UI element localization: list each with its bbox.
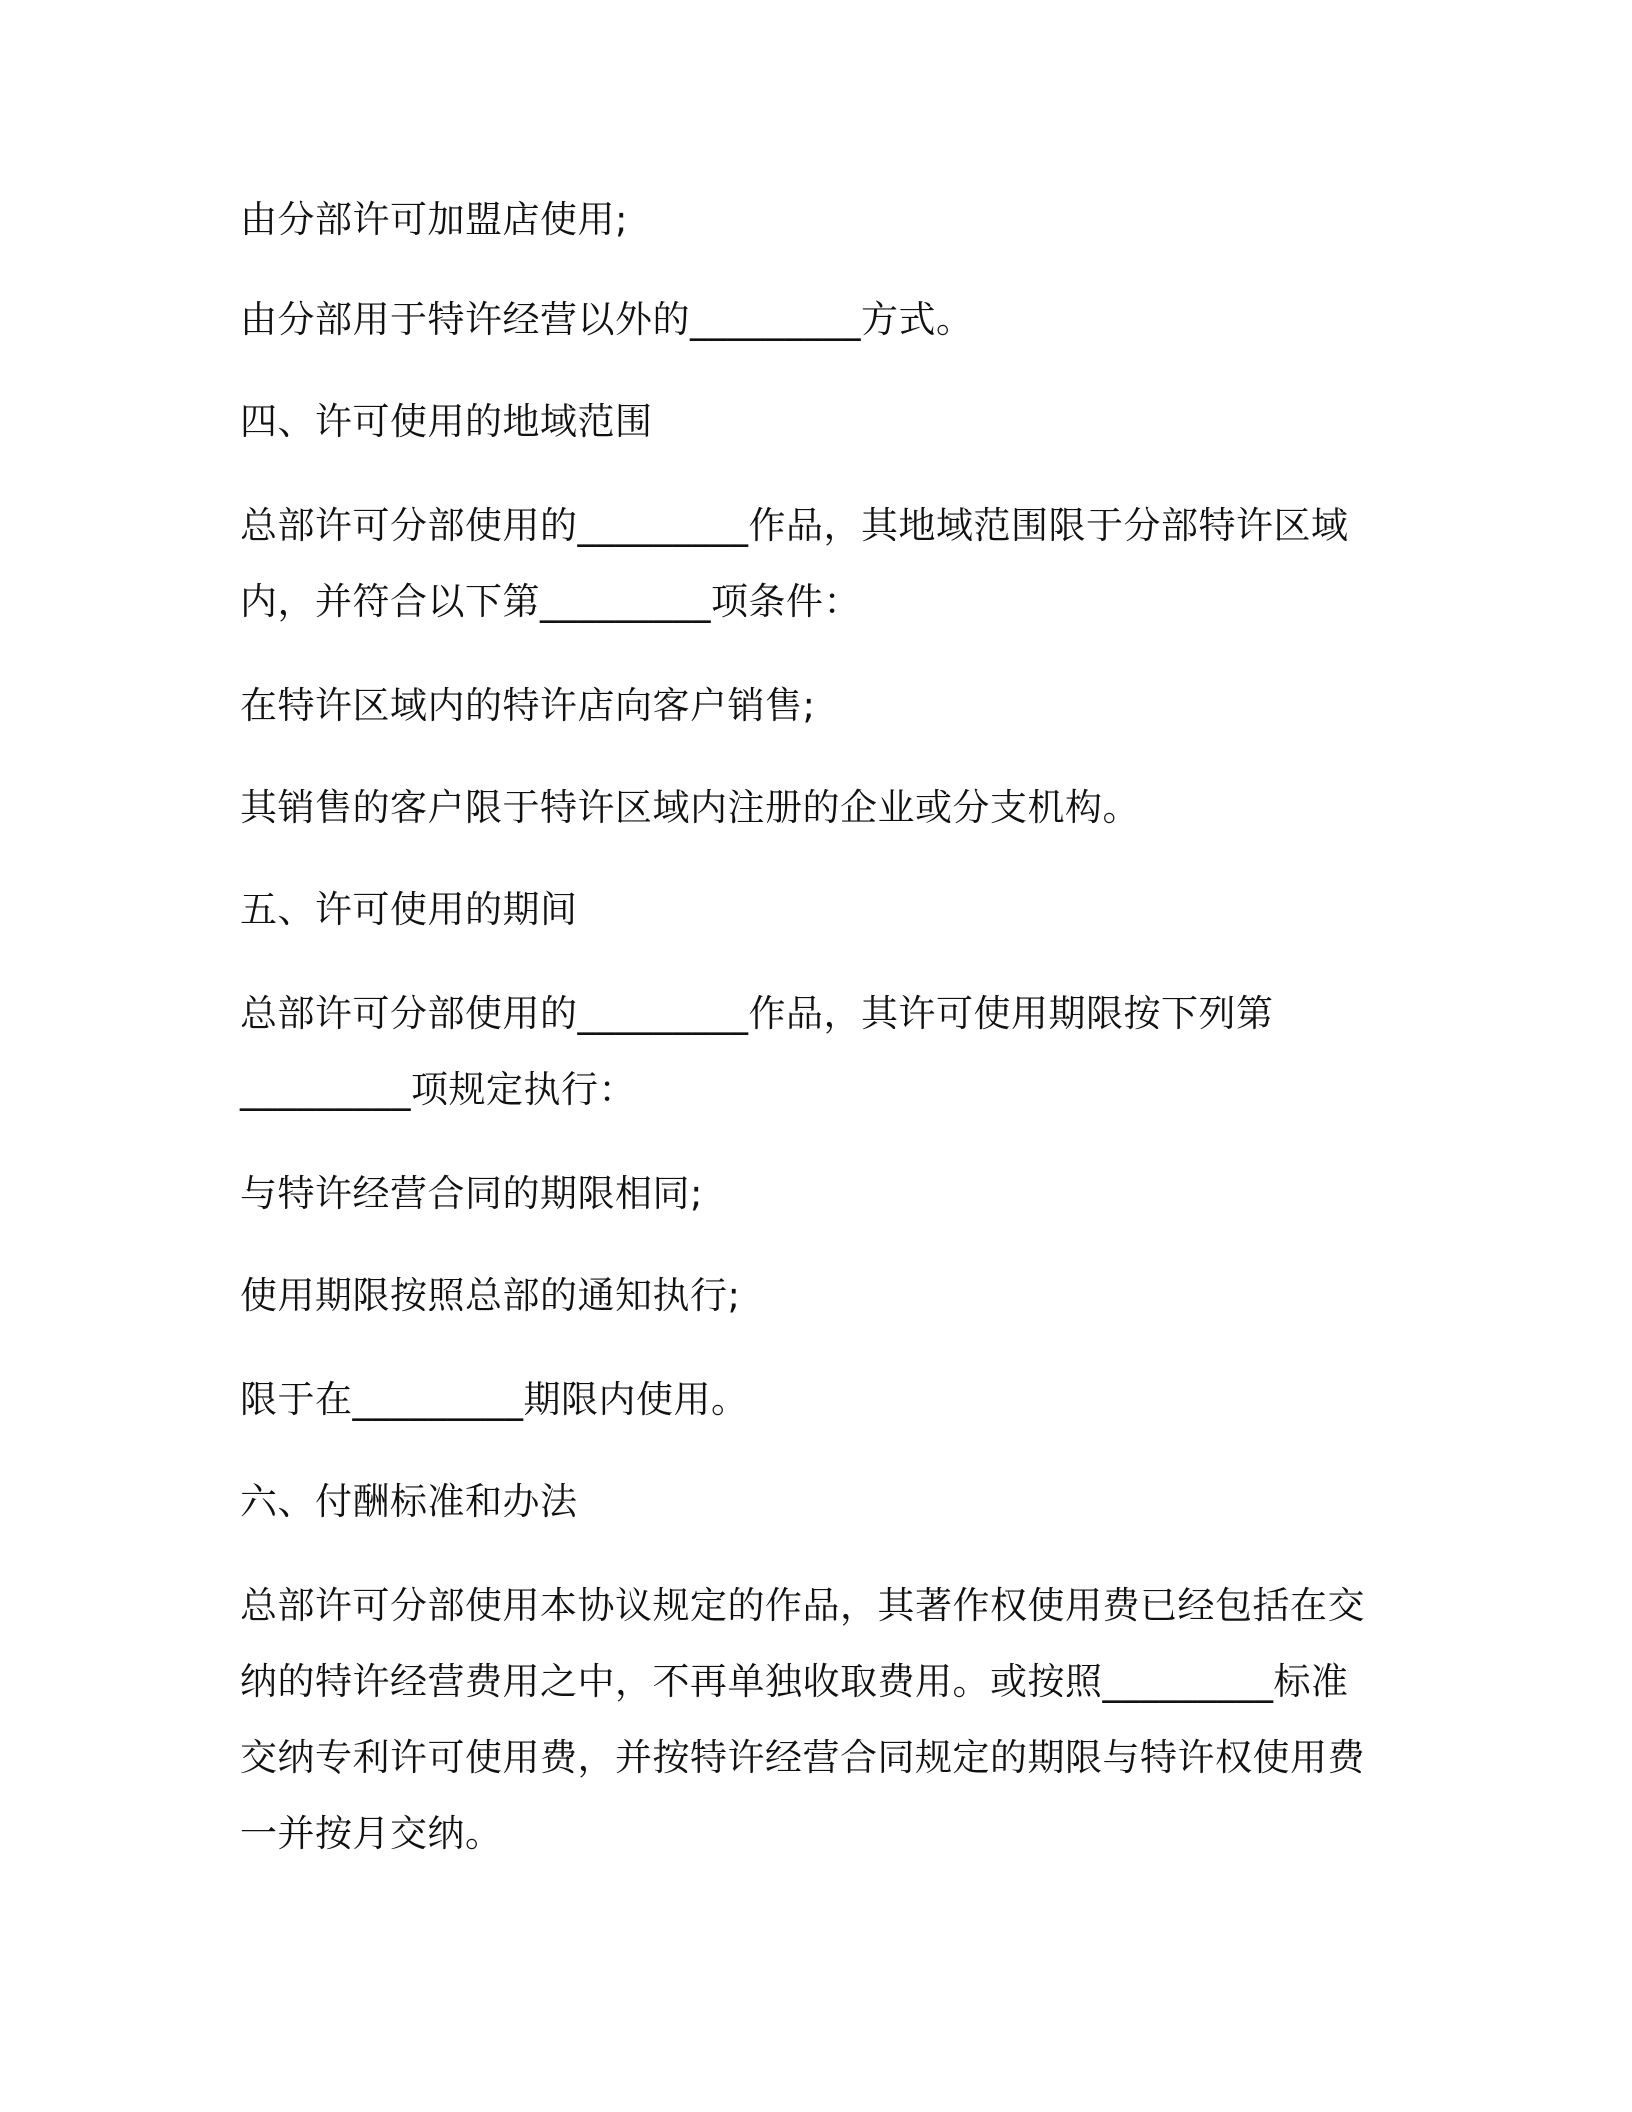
text-line: 内，并符合以下第_________项条件： xyxy=(240,580,861,623)
text-line: 由分部用于特许经营以外的_________方式。 xyxy=(240,298,974,341)
paragraph-payment-terms xyxy=(240,1568,1365,1872)
paragraph-franchise-store-use xyxy=(240,182,1360,258)
text-line: 总部许可分部使用的_________作品，其许可使用期限按下列第 xyxy=(240,992,1274,1035)
section-heading-payment xyxy=(240,1464,1360,1540)
paragraph-period-same-contract xyxy=(240,1156,1360,1232)
text-line: 总部许可分部使用的_________作品，其地域范围限于分部特许区域 xyxy=(240,504,1349,547)
section-heading-period xyxy=(240,872,1360,948)
paragraph-period-per-notice xyxy=(240,1258,1360,1334)
text-line: 由分部许可加盟店使用; xyxy=(240,198,628,241)
text-line: 交纳专利许可使用费，并按特许经营合同规定的期限与特许权使用费 xyxy=(240,1736,1365,1779)
text-line: 限于在_________期限内使用。 xyxy=(240,1378,749,1421)
section-heading-territory xyxy=(240,384,1360,460)
text-line: _________项规定执行： xyxy=(240,1068,636,1111)
text-line: 一并按月交纳。 xyxy=(240,1812,503,1855)
text-line: 总部许可分部使用本协议规定的作品，其著作权使用费已经包括在交 xyxy=(240,1584,1365,1627)
paragraph-territory-sales xyxy=(240,668,1360,744)
text-line: 六、付酬标准和办法 xyxy=(240,1480,578,1523)
paragraph-period-limited xyxy=(240,1362,1360,1438)
text-line: 五、许可使用的期间 xyxy=(240,888,578,931)
text-line: 使用期限按照总部的通知执行; xyxy=(240,1274,741,1317)
text-line: 四、许可使用的地域范围 xyxy=(240,400,653,443)
text-line: 其销售的客户限于特许区域内注册的企业或分支机构。 xyxy=(240,786,1140,829)
paragraph-other-use-method xyxy=(240,282,1360,358)
paragraph-customer-limit xyxy=(240,770,1360,846)
paragraph-territory-scope xyxy=(240,488,1360,640)
paragraph-period-terms xyxy=(240,976,1360,1128)
text-line: 与特许经营合同的期限相同; xyxy=(240,1172,703,1215)
text-line: 在特许区域内的特许店向客户销售; xyxy=(240,684,816,727)
text-line: 纳的特许经营费用之中，不再单独收取费用。或按照_________标准 xyxy=(240,1660,1349,1703)
